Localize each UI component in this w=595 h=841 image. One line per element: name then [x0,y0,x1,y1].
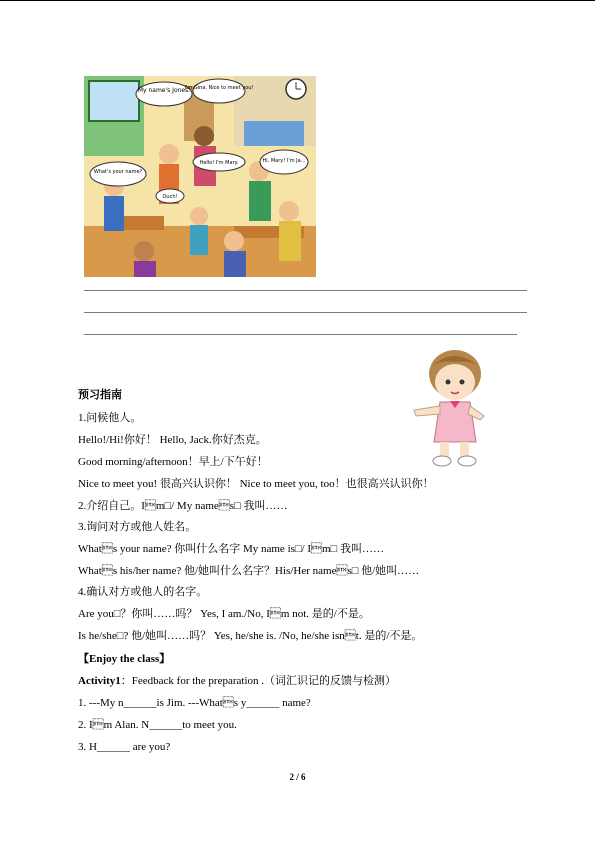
bubble-text: What's your name? [93,169,143,175]
text-line: 1.问候他人。 [78,412,142,424]
text-line: Hello!/Hi!你好！ Hello, Jack.你好杰克。 [78,434,267,446]
bubble-text: Ouch! [162,194,178,200]
text-line: Good morning/afternoon！早上/下午好！ [78,456,268,468]
activity-description: ：Feedback for the preparation .（词汇识记的反馈与检测） [120,675,397,687]
text-line: 3.询问对方或他人姓名。 [78,521,197,533]
page-number: 2 / 6 [289,772,306,782]
girl-cartoon-image [410,346,490,468]
exercise-item: 3. H______ are you? [78,741,171,753]
text-line: Is he/she□? 他/她叫……吗？ Yes, he/she is. /No, he/she isnt. 是的/不是。 [78,630,423,642]
text-line: Whats his/her name? 他/她叫什么名字？His/Her names□ 他/她叫…… [78,565,420,577]
answer-line [84,312,527,313]
text-line: 2.介绍自己。Im□/ My names□ 我叫…… [78,500,288,512]
activity-label: Activity1 [78,675,121,687]
answer-line [84,290,527,291]
section-heading-enjoy-class: 【Enjoy the class】 [78,653,171,665]
exercise-item: 1. ---My n______is Jim. ---Whats y______ name? [78,697,311,709]
bubble-text: My name's Jones. [137,87,191,94]
classroom-illustration [84,76,316,277]
text-line: 4.确认对方或他人的名字。 [78,586,208,598]
bubble-text: I'm Gina. Nice to meet you! [184,85,254,91]
text-line: Whats your name? 你叫什么名字 My name is□/ Im□ 我叫…… [78,543,384,555]
text-line: Are you□？你叫……吗？ Yes, I am./No, Im not. 是的/不是。 [78,608,370,620]
activity-heading [78,674,396,688]
text-line: Nice to meet you! 很高兴认识你！ Nice to meet you, too！也很高兴认识你！ [78,478,434,490]
page-top-border [0,0,595,1]
bubble-text: Hello! I'm Mary. [199,160,239,166]
exercise-item: 2. Im Alan. N______to meet you. [78,719,237,731]
bubble-text: Hi, Mary! I'm Ja... [262,158,306,164]
section-title: 预习指南 [78,389,122,401]
answer-line [84,334,517,335]
classroom-scene-image [84,76,316,277]
